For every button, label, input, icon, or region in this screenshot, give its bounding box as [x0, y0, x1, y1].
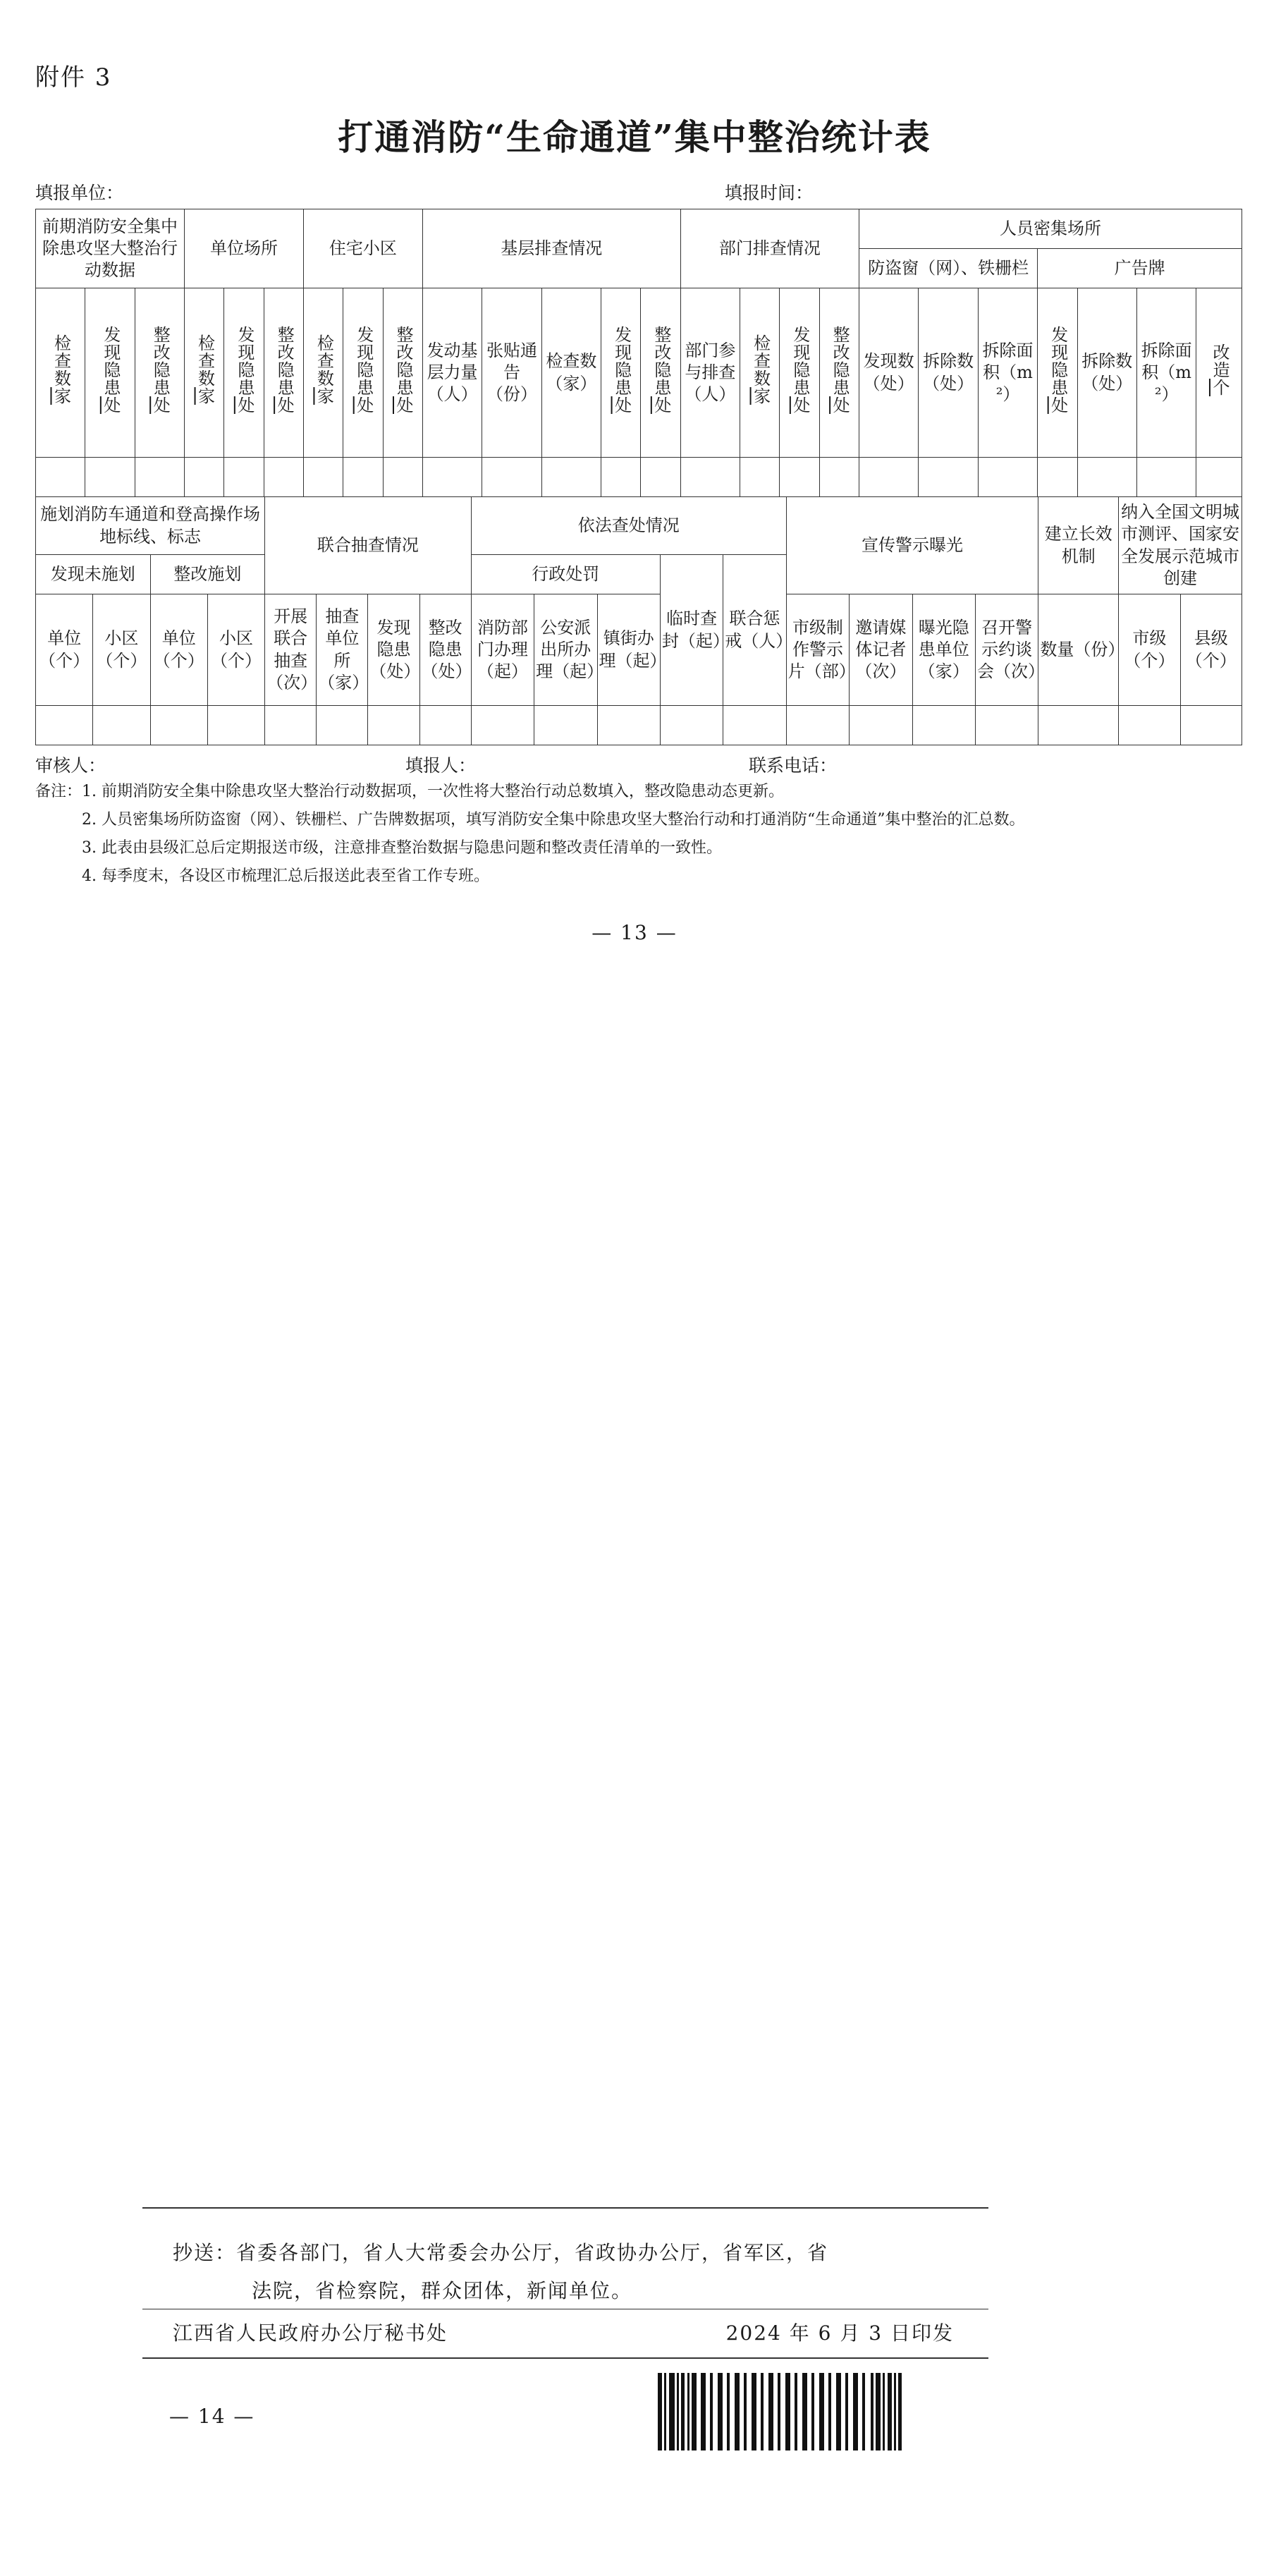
- table-row: [36, 706, 1242, 745]
- group-enforcement: 依法查处情况: [471, 497, 786, 555]
- col-found-hazard: 发现隐患处: [224, 288, 264, 458]
- col-post-notice: 张贴通告（份）: [482, 288, 541, 458]
- col-fixed-hazard: 整改隐患处: [135, 288, 184, 458]
- group-joint-check: 联合抽查情况: [265, 497, 472, 594]
- col-found-hazard: 发现隐患处: [1038, 288, 1077, 458]
- col-fixed-hazard: 整改隐患处: [819, 288, 859, 458]
- col-joint-spot: 开展联合抽查（次）: [265, 594, 317, 706]
- document-title: 打通消防“生命通道”集中整治统计表: [338, 116, 931, 158]
- divider: [142, 2207, 988, 2209]
- col-community-count: 小区（个）: [93, 594, 150, 706]
- statistics-table-1: [35, 209, 1242, 497]
- issue-date: 2024 年 6 月 3 日印发: [725, 2321, 954, 2345]
- fill-unit-label: 填报单位：: [35, 183, 124, 203]
- col-inspect-count: 检查数家: [36, 288, 85, 458]
- col-police: 公安派出所办理（起）: [534, 594, 597, 706]
- col-remove-count: 拆除数（处）: [919, 288, 978, 458]
- col-found-hazard: 发现隐患处: [780, 288, 819, 458]
- group-department: 部门排查情况: [680, 209, 859, 288]
- col-media: 邀请媒体记者（次）: [850, 594, 912, 706]
- phone-label: 联系电话：: [749, 755, 838, 776]
- col-talks: 召开警示约谈会（次）: [975, 594, 1038, 706]
- col-inspect-count: 检查数家: [185, 288, 224, 458]
- fill-time-label: 填报时间：: [725, 183, 814, 203]
- group-admin-penalty: 行政处罚: [471, 555, 660, 594]
- col-spot-units: 抽查单位所（家）: [317, 594, 368, 706]
- reviewer-label: 审核人：: [35, 755, 106, 776]
- col-punish: 联合惩戒（人）: [723, 555, 786, 706]
- col-found-count: 发现数（处）: [859, 288, 918, 458]
- cc-line: 抄送：省委各部门，省人大常委会办公厅，省政协办公厅，省军区，省: [173, 2241, 829, 2264]
- col-seal: 临时查封（起）: [660, 555, 723, 706]
- note-item: 4. 每季度末，各设区市梳理汇总后报送此表至省工作专班。: [82, 867, 489, 885]
- col-remove-count: 拆除数（处）: [1077, 288, 1136, 458]
- col-city-signs: 市级制作警示片（部）: [786, 594, 849, 706]
- col-fixed-hazard: 整改隐患处: [383, 288, 422, 458]
- col-fixed-hazard: 整改隐患（处）: [419, 594, 471, 706]
- group-marked: 整改施划: [150, 555, 265, 594]
- col-check-count: 检查数（家）: [541, 288, 601, 458]
- col-inspect-count: 检查数家: [303, 288, 343, 458]
- cc-list: [173, 2234, 828, 2310]
- group-grassroots: 基层排查情况: [422, 209, 680, 288]
- col-city-level: 市级（个）: [1119, 594, 1180, 706]
- col-found-hazard: 发现隐患处: [85, 288, 135, 458]
- qr-code-image: [701, 2373, 866, 2450]
- barcode-image: [658, 2373, 933, 2450]
- col-remove-area: 拆除面积（m²）: [1136, 288, 1196, 458]
- note-item: 3. 此表由县级汇总后定期报送市级，注意排查整治数据与隐患问题和整改责任清单的一致性。: [82, 839, 722, 857]
- col-fixed-hazard: 整改隐患处: [264, 288, 303, 458]
- group-residential: 住宅小区: [303, 209, 422, 288]
- group-long-term: 建立长效机制: [1038, 497, 1119, 594]
- group-early-data: 前期消防安全集中除患攻坚大整治行动数据: [36, 209, 185, 288]
- group-crowded-places: 人员密集场所: [859, 209, 1242, 249]
- col-fire-dept: 消防部门办理（起）: [471, 594, 534, 706]
- col-dept-staff: 部门参与排查（人）: [680, 288, 740, 458]
- group-windows: 防盗窗（网）、铁栅栏: [859, 249, 1037, 288]
- page-number: — 13 —: [591, 921, 678, 944]
- col-county-level: 县级（个）: [1180, 594, 1242, 706]
- group-civilized-city: 纳入全国文明城市测评、国家安全发展示范城市创建: [1119, 497, 1242, 594]
- col-mobilize: 发动基层力量（人）: [422, 288, 482, 458]
- note-item: 备注：1. 前期消防安全集中除患攻坚大整治行动数据项，一次性将大整治行动总数填入，整改隐患动态更新。: [35, 783, 784, 800]
- note-item: 2. 人员密集场所防盗窗（网）、铁栅栏、广告牌数据项，填写消防安全集中除患攻坚大整治行动和打通消防“生命通道”集中整治的汇总数。: [82, 811, 1025, 829]
- group-not-marked: 发现未施划: [36, 555, 151, 594]
- attachment-label: 附件 3: [35, 63, 112, 92]
- group-publicity: 宣传警示曝光: [786, 497, 1038, 594]
- notes: [35, 778, 1024, 891]
- col-unit-count: 单位（个）: [36, 594, 93, 706]
- cc-line: 法院，省检察院，群众团体，新闻单位。: [252, 2279, 633, 2302]
- col-town: 镇街办理（起）: [597, 594, 660, 706]
- barcode-bars-right: [871, 2373, 902, 2450]
- table-row: [36, 458, 1242, 497]
- col-remove-area: 拆除面积（m²）: [978, 288, 1037, 458]
- statistics-table-2: [35, 496, 1242, 745]
- col-fixed-hazard: 整改隐患处: [641, 288, 680, 458]
- col-rebuild: 改造个: [1196, 288, 1242, 458]
- col-inspect-count: 检查数家: [740, 288, 780, 458]
- group-billboard: 广告牌: [1038, 249, 1242, 288]
- col-found-hazard: 发现隐患处: [601, 288, 641, 458]
- issuer: 江西省人民政府办公厅秘书处: [173, 2321, 448, 2345]
- group-markings: 施划消防车通道和登高操作场地标线、标志: [36, 497, 265, 555]
- page-number: — 14 —: [169, 2405, 255, 2428]
- col-found-hazard: 发现隐患处: [343, 288, 383, 458]
- col-quantity: 数量（份）: [1038, 594, 1119, 706]
- filler-label: 填报人：: [405, 755, 477, 776]
- divider: [142, 2357, 988, 2359]
- group-units: 单位场所: [185, 209, 304, 288]
- barcode-bars-left: [658, 2373, 697, 2450]
- col-expose: 曝光隐患单位（家）: [912, 594, 975, 706]
- col-found-hazard: 发现隐患（处）: [368, 594, 419, 706]
- col-community-count: 小区（个）: [207, 594, 264, 706]
- col-unit-count: 单位（个）: [150, 594, 207, 706]
